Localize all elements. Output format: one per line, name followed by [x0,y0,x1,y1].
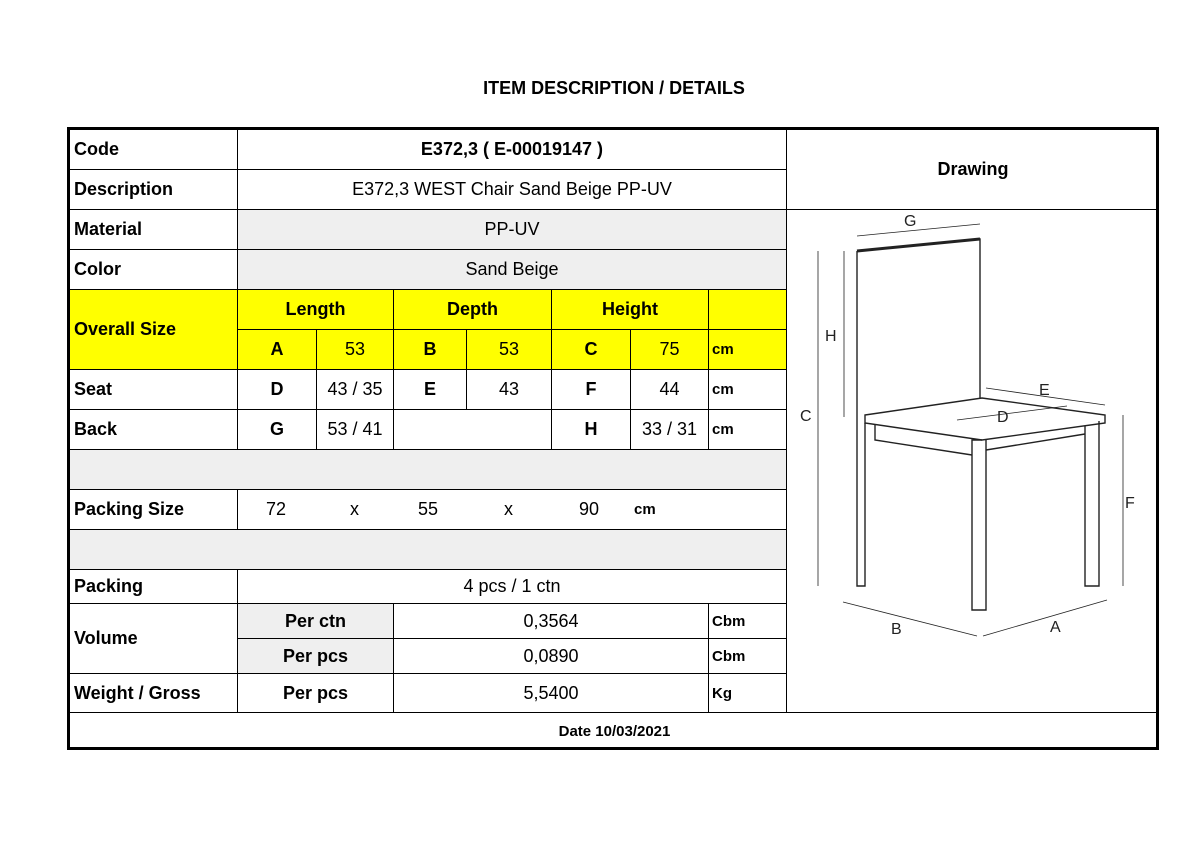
front-left-leg [972,440,986,610]
b-letter: B [394,330,467,370]
g-letter: G [238,410,317,450]
label-a: A [1050,619,1061,636]
date-footer: Date 10/03/2021 [558,723,671,740]
material-label: Material [70,210,238,250]
front-right-leg [1085,421,1099,586]
packing-height: 90 [579,499,600,519]
packing-label: Packing [70,570,238,604]
per-pcs-unit: Cbm [709,639,787,674]
color-label: Color [70,250,238,290]
h-value: 33 / 31 [631,410,709,450]
back-left-leg [857,251,865,586]
overall-size-label: Overall Size [70,290,238,370]
per-ctn-value: 0,3564 [394,604,709,639]
page-title: ITEM DESCRIPTION / DETAILS [483,78,745,98]
packing-unit: cm [634,501,656,518]
length-header: Length [238,290,394,330]
c-letter: C [552,330,631,370]
a-value: 53 [317,330,394,370]
chair-drawing [787,210,1159,713]
dim-b [843,602,977,636]
backrest-top-edge [857,239,980,251]
d-value: 43 / 35 [317,370,394,410]
packing-x2: x [504,499,513,519]
packing-width: 55 [418,499,439,519]
c-value: 75 [631,330,709,370]
packing-value: 4 pcs / 1 ctn [238,570,787,604]
material-value: PP-UV [238,210,787,250]
packing-length: 72 [266,499,287,519]
h-letter: H [552,410,631,450]
code-value: E372,3 ( E-00019147 ) [238,130,787,170]
back-unit: cm [709,410,787,450]
f-value: 44 [631,370,709,410]
label-h: H [825,328,837,345]
e-letter: E [394,370,467,410]
seat-unit: cm [709,370,787,410]
dim-a [983,600,1107,636]
b-value: 53 [467,330,552,370]
height-header: Height [552,290,709,330]
label-g: G [904,213,917,230]
weight-unit: Kg [709,674,787,713]
label-e: E [1039,382,1050,399]
back-label: Back [70,410,238,450]
overall-unit: cm [709,330,787,370]
d-letter: D [238,370,317,410]
weight-value: 5,5400 [394,674,709,713]
per-ctn-unit: Cbm [709,604,787,639]
label-d: D [997,409,1009,426]
label-c: C [800,408,812,425]
overall-blank [709,290,787,330]
spec-sheet [67,127,1159,750]
spacer-row-2 [70,530,787,570]
label-f: F [1125,495,1135,512]
weight-per-label: Per pcs [238,674,394,713]
drawing-heading: Drawing [787,130,1159,210]
packing-size-label: Packing Size [70,490,238,530]
depth-header: Depth [394,290,552,330]
back-blank [394,410,552,450]
code-label: Code [70,130,238,170]
description-value: E372,3 WEST Chair Sand Beige PP-UV [238,170,787,210]
backrest-outline [857,239,980,398]
e-value: 43 [467,370,552,410]
seat-label: Seat [70,370,238,410]
side-rail [875,424,972,455]
label-b: B [891,621,902,638]
weight-label: Weight / Gross [70,674,238,713]
f-letter: F [552,370,631,410]
dim-g [857,224,980,236]
color-value: Sand Beige [238,250,787,290]
description-label: Description [70,170,238,210]
g-value: 53 / 41 [317,410,394,450]
packing-x1: x [350,499,359,519]
per-pcs-label: Per pcs [238,639,394,674]
volume-label: Volume [70,604,238,674]
seat-outline [865,398,1105,440]
per-pcs-value: 0,0890 [394,639,709,674]
dim-d [957,406,1067,420]
spacer-row-1 [70,450,787,490]
a-letter: A [238,330,317,370]
front-rail [986,434,1085,450]
packing-size-row [238,490,787,530]
per-ctn-label: Per ctn [238,604,394,639]
